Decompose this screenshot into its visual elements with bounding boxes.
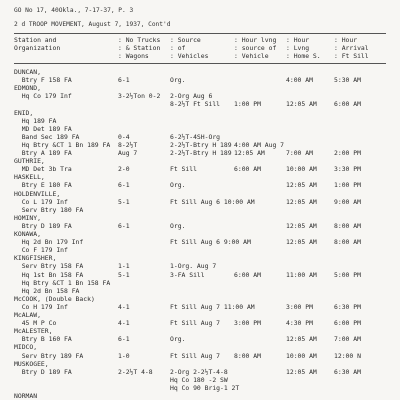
row-4-c4: 1:00 PM (234, 100, 261, 109)
row-10-c3: 2-2½T-Btry H 189 (170, 149, 232, 157)
row-9-c1: Hq Btry &CT 1 Bn 189 FA (14, 140, 111, 149)
row-1-c5: 4:00 AM (286, 76, 313, 85)
row-3-c2: 3-2½Ton 0-2 (118, 92, 161, 101)
column-header-c2-line-0: : No Trucks (118, 36, 161, 44)
row-25-c4: 6:00 AM (234, 270, 261, 279)
column-header-c5-line-0: : Hour (286, 36, 310, 44)
column-header-c4-line-0: : Hour lvng (234, 36, 277, 44)
row-29-c6: 6:30 PM (334, 302, 361, 311)
row-1-c6: 5:30 AM (334, 76, 361, 85)
row-12-c5: 10:00 AM (286, 165, 317, 174)
row-22-c1: Co F 179 Inf (14, 246, 68, 255)
row-25-c6: 5:00 PM (334, 270, 361, 279)
row-20-c1: KONAWA, (14, 230, 41, 238)
row-31-c1: 45 M P Co (14, 319, 57, 328)
row-26-c1: Hq Btry &CT 1 Bn 158 FA (14, 278, 111, 287)
row-37-c3: 2-Org 2-2½T-4-8 (170, 367, 228, 376)
row-4-c6: 6:00 AM (334, 100, 361, 109)
column-header-c4-line-2: : Vehicle (234, 52, 269, 60)
column-header-c2-line-2: : Wagons (118, 52, 149, 60)
column-header-c3-line-2: : Vehicles (170, 52, 209, 60)
row-3-c3: 2-Org Aug 6 (170, 92, 213, 101)
row-31-c4: 3:00 PM (234, 319, 261, 328)
row-35-c3: Ft Sill Aug 7 (170, 351, 221, 360)
row-12-c4: 6:00 AM (234, 165, 261, 174)
row-24-c1: Serv Btry 158 FA (14, 262, 84, 271)
row-21-c5: 12:05 AM (286, 238, 317, 247)
row-4-c5: 12:05 AM (286, 100, 317, 109)
column-header-c5-line-1: : Lvng (286, 44, 310, 52)
row-12-c3: Ft Sill (170, 165, 197, 174)
column-header-c6-line-2: : Ft Sill (334, 52, 369, 60)
row-21-c6: 8:00 AM (334, 238, 361, 247)
column-header-c1-line-0: Station and (14, 36, 57, 44)
row-19-c3: Org. (170, 221, 186, 230)
row-21-c1: Hq 2d Bn 179 Inf (14, 238, 84, 247)
row-16-c1: Co L 179 Inf (14, 197, 68, 206)
row-35-c1: Serv Btry 189 FA (14, 351, 84, 360)
row-23-c1: KINGFISHER, (14, 254, 57, 263)
row-3-c1: Hq Co 179 Inf (14, 92, 72, 101)
row-19-c1: Btry D 189 FA (14, 221, 72, 230)
row-37-c2: 2-2½T 4-8 (118, 367, 153, 376)
row-29-c2: 4-1 (118, 302, 130, 311)
column-header-c6-line-0: : Hour (334, 36, 358, 44)
row-19-c5: 12:05 AM (286, 221, 317, 230)
row-38-c3: Hq Co 180 -2 SW (170, 375, 228, 384)
column-header-c6-line-1: : Arrival (334, 44, 369, 52)
row-36-c1: MUSKOGEE, (14, 359, 49, 368)
row-16-c5: 12:05 AM (286, 197, 317, 206)
row-1-c1: Btry F 158 FA (14, 76, 72, 85)
row-15-c1: HOLDENVILLE, (14, 189, 61, 198)
row-35-c5: 10:00 AM (286, 351, 317, 360)
row-14-c2: 6-1 (118, 181, 130, 190)
row-25-c5: 11:00 AM (286, 270, 317, 279)
row-12-c1: MD Det 3b Tra (14, 165, 72, 174)
row-31-c5: 4:30 PM (286, 319, 313, 328)
row-31-c3: Ft Sill Aug 7 (170, 319, 221, 328)
row-33-c5: 12:05 AM (286, 335, 317, 344)
row-33-c3: Org. (170, 335, 186, 344)
document-header-line: GO No 17, 40Okla., 7-17-37, P. 3 (14, 7, 134, 14)
row-10-c6: 2:00 PM (334, 149, 361, 157)
row-31-c6: 6:00 PM (334, 319, 361, 328)
row-2-c1: EDMOND, (14, 84, 41, 93)
row-33-c1: Btry B 160 FA (14, 335, 72, 344)
row-29-c5: 3:00 PM (286, 302, 313, 311)
row-8-c1: Band Sec 189 FA (14, 132, 80, 141)
row-16-c6: 9:00 AM (334, 197, 361, 206)
row-1-c3: Org. (170, 76, 186, 85)
header-top-rule (14, 33, 386, 34)
row-33-c6: 7:00 AM (334, 335, 361, 344)
document-subtitle: 2 d TROOP MOVEMENT, August 7, 1937, Cont'd (14, 21, 171, 28)
row-37-c1: Btry D 189 FA (14, 367, 72, 376)
row-1-c2: 6-1 (118, 76, 130, 85)
row-25-c2: 5-1 (118, 270, 130, 279)
row-14-c5: 12:05 AM (286, 181, 317, 190)
row-40-c1: NORMAN (14, 392, 38, 400)
row-34-c1: MIDCO, (14, 343, 38, 352)
row-12-c6: 3:30 PM (334, 165, 361, 174)
row-4-c3: 8-2½T Ft Sill (170, 100, 221, 109)
row-24-c3: 1-Org. Aug 7 (170, 262, 217, 271)
row-37-c5: 12:05 AM (286, 367, 317, 376)
column-header-c3-line-1: : of (170, 44, 186, 52)
row-33-c2: 6-1 (118, 335, 130, 344)
row-13-c1: HASKELL, (14, 173, 45, 182)
row-8-c2: 0-4 (118, 132, 130, 141)
row-35-c2: 1-0 (118, 351, 130, 360)
row-16-c2: 5-1 (118, 197, 130, 206)
row-27-c1: Hq 2d Bn 158 FA (14, 286, 80, 295)
row-10-c4: 12:05 AM (234, 149, 265, 157)
row-39-c3: Hq Co 90 Brig-1 2T (170, 383, 240, 392)
row-14-c1: Btry E 180 FA (14, 181, 72, 190)
header-bottom-rule (14, 63, 386, 64)
row-7-c1: MD Det 189 FA (14, 124, 72, 133)
row-35-c6: 12:00 N (334, 351, 361, 360)
row-37-c6: 6:30 AM (334, 367, 361, 376)
row-29-c3: Ft Sill Aug 7 11:00 AM (170, 302, 255, 311)
row-10-c5: 7:00 AM (286, 149, 313, 157)
column-header-c5-line-2: : Home S. (286, 52, 321, 60)
row-16-c3: Ft Sill Aug 6 10:00 AM (170, 197, 255, 206)
row-10-c1: Btry A 189 FA (14, 149, 72, 157)
row-14-c6: 1:00 PM (334, 181, 361, 190)
row-0-c1: DUNCAN, (14, 68, 41, 76)
row-24-c2: 1-1 (118, 262, 130, 271)
row-28-c1: McCOOK, (Double Back) (14, 294, 95, 303)
row-17-c1: Serv Btry 180 FA (14, 205, 84, 214)
row-6-c1: Hq 189 FA (14, 116, 57, 125)
row-29-c1: Co H 179 Inf (14, 302, 68, 311)
row-32-c1: McALESTER, (14, 327, 53, 336)
row-11-c1: GUTHRIE, (14, 157, 45, 166)
column-header-c1-line-1: Organization (14, 44, 61, 52)
column-header-c4-line-1: : source of (234, 44, 277, 52)
row-8-c3: 6-2½T-4SH-Org (170, 132, 221, 141)
row-5-c1: ENID, (14, 108, 34, 117)
row-14-c3: Org. (170, 181, 186, 190)
row-19-c2: 6-1 (118, 221, 130, 230)
row-30-c1: McALAW, (14, 311, 41, 319)
column-header-c2-line-1: : & Station (118, 44, 161, 52)
row-9-c3: 2-2½T-Btry H 189 (170, 140, 232, 149)
row-31-c2: 4-1 (118, 319, 130, 328)
row-12-c2: 2-0 (118, 165, 130, 174)
row-21-c3: Ft Sill Aug 6 9:00 AM (170, 238, 251, 247)
row-18-c1: HOMINY, (14, 213, 41, 222)
row-9-c4: 4:00 AM Aug 7 (234, 140, 285, 149)
column-header-c3-line-0: : Source (170, 36, 201, 44)
row-9-c2: 8-2½T (118, 140, 138, 149)
row-35-c4: 8:00 AM (234, 351, 261, 360)
row-10-c2: Aug 7 (118, 149, 138, 157)
row-25-c3: 3-FA Sill (170, 270, 205, 279)
row-19-c6: 8:00 AM (334, 221, 361, 230)
row-25-c1: Hq 1st Bn 158 FA (14, 270, 84, 279)
